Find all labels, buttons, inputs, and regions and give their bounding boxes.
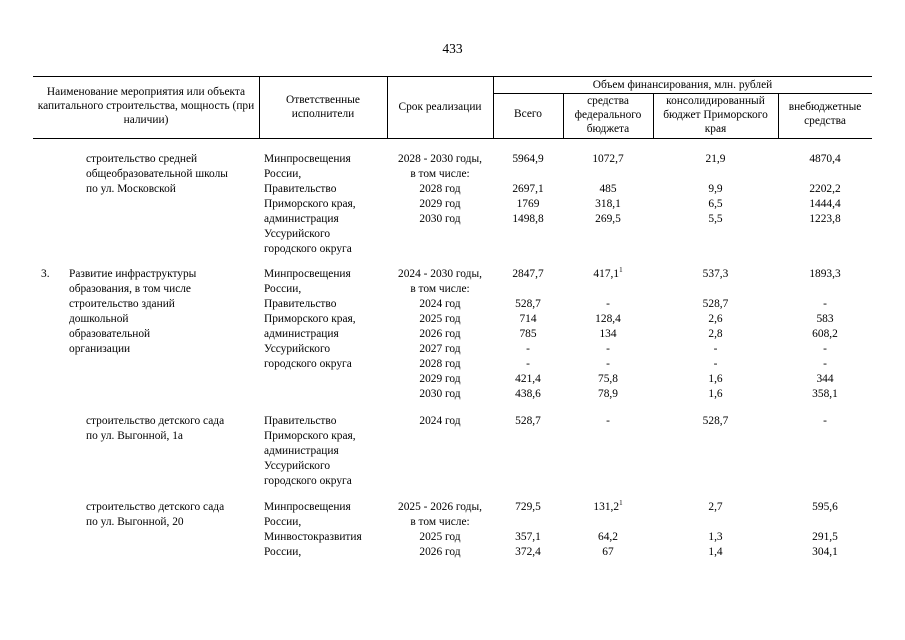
row-consolidated: 2,7 1,3 1,4	[708, 501, 723, 558]
row-extra: -	[823, 415, 827, 427]
row-name: строительство средней общеобразовательной школы по ул. Московской	[86, 153, 228, 195]
row-extra: 595,6 291,5 304,1	[812, 501, 838, 558]
row-total: 528,7	[515, 415, 541, 427]
row-total: 5964,9 2697,1 1769 1498,8	[512, 153, 544, 225]
row-federal: 131,2$^1$ 64,2 67	[593, 499, 623, 558]
page-number: 433	[442, 41, 463, 56]
row-term: 2028 - 2030 годы, в том числе: 2028 год 2029 год 2030 год	[398, 153, 482, 225]
header-funding: Объем финансирования, млн. рублей	[592, 79, 773, 91]
row-term: 2024 - 2030 годы, в том числе: 2024 год 2025 год 2026 год 2027 год 2028 год 2029 год 2030 год	[398, 268, 482, 400]
row-total: 729,5 357,1 372,4	[515, 501, 541, 558]
row-term: 2025 - 2026 годы, в том числе: 2025 год 2026 год	[398, 501, 482, 558]
row-number: 3.	[41, 268, 50, 280]
header-total: Всего	[514, 108, 542, 120]
header-bottom-rule	[33, 138, 872, 139]
row-term: 2024 год	[419, 415, 461, 427]
row-consolidated: 528,7	[702, 415, 729, 427]
header-extra: внебюджетные средства	[788, 101, 862, 127]
row-federal: -	[606, 415, 610, 427]
header-federal: средства федерального бюджета	[574, 95, 642, 135]
row-name: строительство детского сада по ул. Выгонной, 20	[86, 501, 225, 528]
header-term: Срок реализации	[398, 101, 482, 113]
header-executors: Ответственные исполнители	[286, 94, 360, 120]
row-consolidated: 537,3 528,7 2,6 2,8 - - 1,6 1,6	[702, 268, 729, 400]
row-executors: Правительство Приморского края, администрация Уссурийского городского округа	[264, 415, 356, 487]
header-name: Наименование мероприятия или объекта капитального строительства, мощность (при наличии)	[37, 86, 255, 126]
row-name: строительство детского сада по ул. Выгонной, 1а	[86, 415, 225, 442]
row-executors: Минпросвещения России, Правительство Приморского края, администрация Уссурийского городского округа	[264, 153, 356, 255]
row-federal: 1072,7 485 318,1 269,5	[592, 153, 624, 225]
row-executors: Минпросвещения России, Минвостокразвития России,	[264, 501, 362, 558]
footnote-mark: 1	[619, 266, 623, 274]
row-consolidated: 21,9 9,9 6,5 5,5	[705, 153, 726, 225]
row-name: Развитие инфраструктуры образования, в том числе строительство зданий дошкольной образовательной организации	[69, 268, 197, 355]
row-executors: Минпросвещения России, Правительство Приморского края, администрация Уссурийского городского округа	[264, 268, 356, 370]
row-extra: 1893,3 - 583 608,2 - - 344 358,1	[809, 268, 841, 400]
row-extra: 4870,4 2202,2 1444,4 1223,8	[809, 153, 841, 225]
footnote-mark: 1	[619, 499, 623, 507]
row-federal: 417,1$^1$ - 128,4 134 - - 75,8 78,9	[593, 266, 623, 400]
header-top-rule	[33, 76, 872, 77]
row-total: 2847,7 528,7 714 785 - - 421,4 438,6	[512, 268, 544, 400]
header-consolidated: консолидированный бюджет Приморского края	[663, 95, 768, 135]
